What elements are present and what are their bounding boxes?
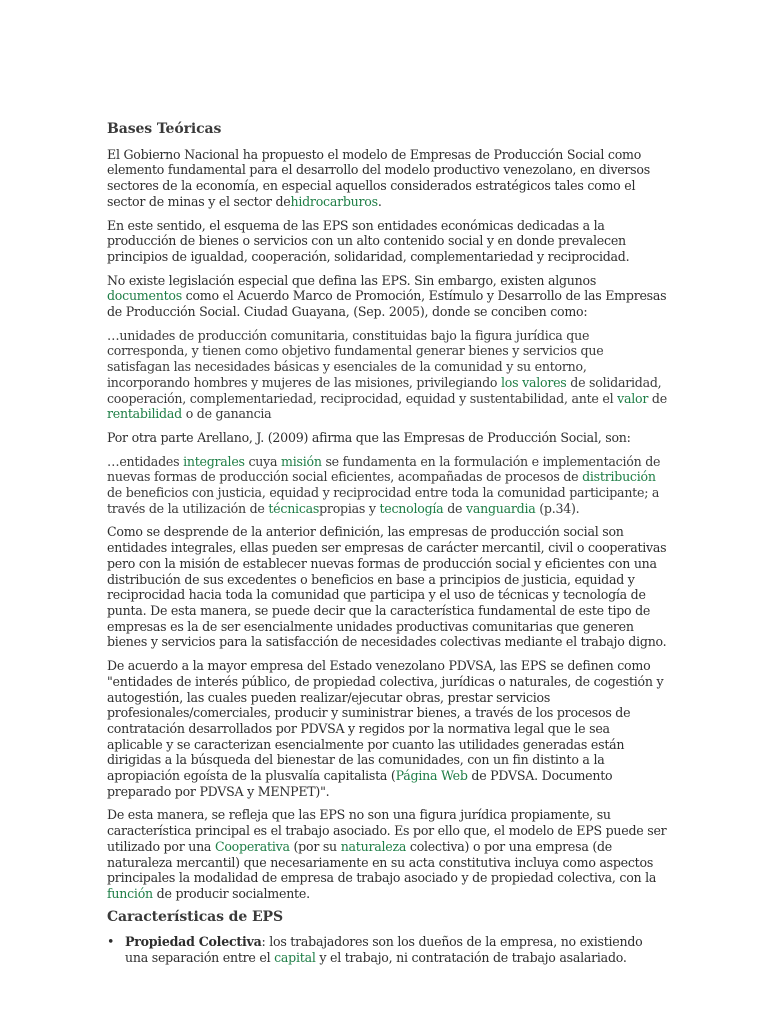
link-mision[interactable]: misión [281, 453, 322, 469]
link-documentos[interactable]: documentos [107, 288, 182, 304]
paragraph-definition-analysis: Como se desprende de la anterior definición, las empresas de producción social son entidades integrales, ellas pueden ser empresas de carácter mercantil, civil o cooperativas pero con la misión de establecer nuevas formas de producción social y eficientes con una distribución de sus excedentes o beneficios en base a principios de justicia, equidad y reciprocidad hacia toda la comunidad que participa y el uso de técnicas y tecnología de punta. De esta manera, se puede decir que la característica fundamental de este tipo de empresas es la de ser esencialmente unidades productivas comunitarias que generen bienes y servicios para la satisfacción de necesidades colectivas mediante el trabajo digno. [107, 524, 667, 650]
quote-arellano: …entidades integrales cuya misión se fundamenta en la formulación e implementación de nuevas formas de producción social eficientes, acompañadas de procesos de distribución de beneficios con justicia, equidad y reciprocidad entre toda la comunidad participante; a través de la utilización de técnicaspropias y tecnología de vanguardia (p.34). [107, 453, 661, 516]
section-heading-characteristics: Características de EPS [107, 908, 283, 925]
bullet-icon: • [107, 934, 115, 950]
paragraph-pdvsa: De acuerdo a la mayor empresa del Estado venezolano PDVSA, las EPS se definen como "entidades de interés público, de propiedad colectiva, jurídicas o naturales, de cogestión y autogestión, las cuales pueden realizar/ejecutar obras, prestar servicios profesionales/comerciales, producir y suministrar bienes, a través de los procesos de contratación desarrollados por PDVSA y regidos por la normativa legal que le sea aplicable y se caracterizan esencialmente por cuanto las utilidades generadas están dirigidas a la búsqueda del bienestar de las comunidades, con un fin distinto a la apropiación egoísta de la plusvalía capitalista (Página Web de PDVSA. Documento preparado por PDVSA y MENPET)". [107, 658, 664, 799]
link-funcion[interactable]: función [107, 885, 153, 901]
link-integrales[interactable]: integrales [183, 453, 245, 469]
paragraph-intro: El Gobierno Nacional ha propuesto el modelo de Empresas de Producción Social como elemento fundamental para el desarrollo del modelo productivo venezolano, en diversos sectores de la economía, en especial aquellos considerados estratégicos tales como el sector de minas y el sector dehidrocarburos. [107, 146, 650, 209]
link-pagina-web[interactable]: Página Web [395, 768, 468, 784]
quote-agreement: …unidades de producción comunitaria, constituidas bajo la figura jurídica que corresponda, y tienen como objetivo fundamental generar bienes y servicios que satisfagan las necesidades básicas y esenciales de la comunidad y su entorno, incorporando hombres y mujeres de las misiones, privilegiando los valores de solidaridad, cooperación, complementariedad, reciprocidad, equidad y sustentabilidad, ante el valor de rentabilidad o de ganancia [107, 327, 667, 422]
paragraph-eps-scheme: En este sentido, el esquema de las EPS son entidades económicas dedicadas a la producción de bienes o servicios con un alto contenido social y en donde prevalecen principios de igualdad, cooperación, solidaridad, complementariedad y reciprocidad. [107, 217, 630, 264]
link-rentabilidad[interactable]: rentabilidad [107, 406, 182, 422]
link-naturaleza[interactable]: naturaleza [340, 838, 407, 854]
link-tecnologia[interactable]: tecnología [379, 500, 444, 516]
link-los-valores[interactable]: los valores [501, 374, 567, 390]
link-hidrocarburos[interactable]: hidrocarburos [290, 193, 378, 209]
link-tecnicas[interactable]: técnicas [268, 500, 320, 516]
link-cooperativa[interactable]: Cooperativa [214, 838, 290, 854]
paragraph-arellano: Por otra parte Arellano, J. (2009) afirma que las Empresas de Producción Social, son: [107, 429, 631, 445]
list-item: • Propiedad Colectiva: los trabajadores son los dueños de la empresa, no existiendo una separación entre el capital y el trabajo, ni contratación de trabajo asalariado. [107, 934, 643, 966]
characteristics-list [107, 934, 668, 965]
paragraph-associated-work: De esta manera, se refleja que las EPS no son una figura jurídica propiamente, su característica principal es el trabajo asociado. Es por ello que, el modelo de EPS puede ser utilizado por una Cooperativa (por su naturaleza colectiva) o por una empresa (de naturaleza mercantil) que necesariamente en su acta constitutiva incluya como aspectos principales la modalidad de empresa de trabajo asociado y de propiedad colectiva, con la función de producir socialmente. [107, 807, 667, 901]
paragraph-legislation: No existe legislación especial que defina las EPS. Sin embargo, existen algunos documentos como el Acuerdo Marco de Promoción, Estímulo y Desarrollo de las Empresas de Producción Social. Ciudad Guayana, (Sep. 2005), donde se conciben como: [107, 272, 667, 320]
link-vanguardia[interactable]: vanguardia [465, 500, 536, 516]
list-item-term: Propiedad Colectiva [125, 934, 262, 950]
link-distribucion[interactable]: distribución [582, 469, 656, 485]
section-heading: Bases Teóricas [107, 121, 222, 137]
link-capital[interactable]: capital [274, 950, 316, 966]
link-valor[interactable]: valor [617, 390, 649, 406]
